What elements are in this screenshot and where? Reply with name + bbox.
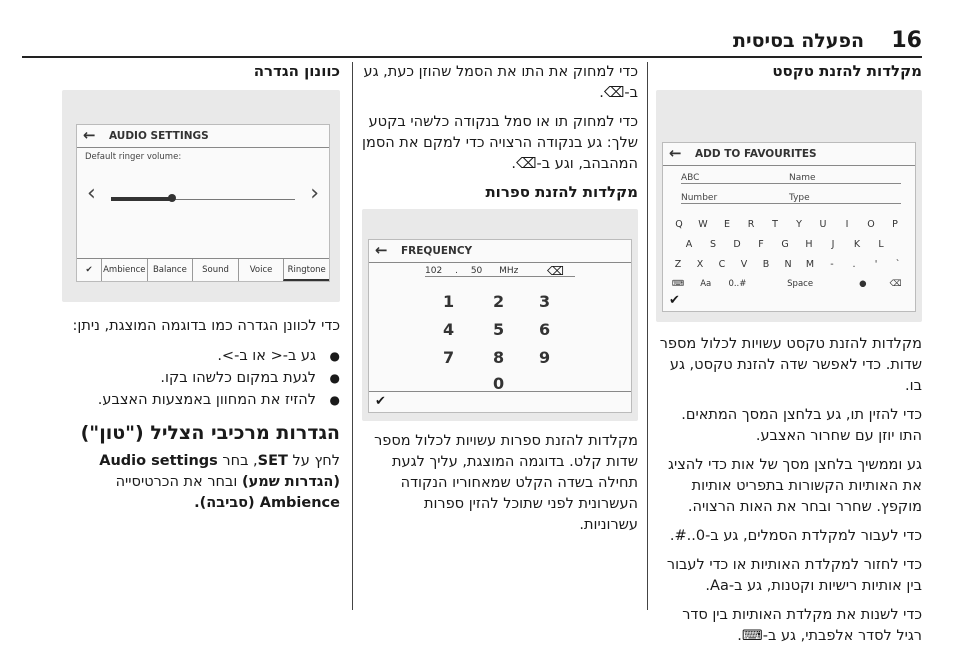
keyboard-key[interactable]: W [698, 219, 708, 230]
field-value: Type [789, 193, 810, 203]
right-column [656, 62, 922, 655]
keyboard-key[interactable]: - [830, 259, 834, 270]
text-run: , בחר [217, 453, 258, 469]
key-3[interactable]: 3 [539, 292, 551, 311]
keyboard-key[interactable]: U [819, 219, 827, 230]
field-value: Name [789, 173, 816, 183]
audio-tabs [77, 258, 329, 281]
slider-handle[interactable] [168, 194, 176, 202]
bullet-list [62, 345, 340, 411]
key-5[interactable]: 5 [493, 320, 505, 339]
check-icon[interactable]: ✔ [85, 265, 93, 275]
space-key[interactable]: Space [787, 279, 814, 289]
key-2[interactable]: 2 [493, 292, 505, 311]
screen-title-bar [369, 240, 631, 263]
text-run-bold: Ambience [259, 495, 340, 511]
paragraph: מקלדות להזנת ספרות עשויות לכלול מספר שדות קלט. בדוגמה המוצגת, עליך לגעת תחילה בשדה הקלט שמאחוריו הנקודה העשרונית לפני שתוכל להזין ספרות עשרוניות. [374, 433, 638, 533]
keyboard-key[interactable]: E [723, 219, 730, 230]
paragraph: כדי לחזור למקלדת האותיות או כדי לעבור בין אותיות רישיות וקטנות, גע ב-Aa. [666, 557, 922, 594]
keyboard-row-1 [667, 219, 911, 230]
section-title: כוונון הגדרה [253, 62, 340, 80]
case-key[interactable]: Aa [700, 279, 712, 289]
keyboard-key[interactable]: . [852, 259, 856, 270]
backspace-icon[interactable]: ⌫ [889, 279, 902, 289]
slider-fill [111, 197, 172, 201]
keyboard-key[interactable]: I [845, 219, 849, 230]
keyboard-key[interactable]: G [781, 239, 789, 250]
keyboard-key[interactable]: K [853, 239, 861, 250]
text-field-1[interactable] [681, 173, 901, 184]
keyboard-key[interactable]: V [740, 259, 748, 270]
numpad-screen [368, 239, 632, 413]
freq-decimal: 50 [470, 266, 483, 276]
keyboard-screen [662, 142, 916, 312]
screen-title: ADD TO FAVOURITES [695, 148, 817, 160]
paragraph: כדי לעבור למקלדת הסמלים, גע ב-0..#. [669, 528, 922, 544]
text-run-bold: (סביבה). [194, 495, 260, 511]
keyboard-screenshot [656, 90, 922, 322]
bullet-item: ● לגעת במקום כלשהו בקו. [62, 367, 340, 389]
decrease-chevron-icon[interactable]: ‹ [87, 181, 96, 206]
keyboard-key[interactable]: J [831, 239, 835, 250]
paragraph: מקלדות להזנת טקסט עשויות לכלול מספר שדות. כדי לאפשר שדה להזנת טקסט, גע בו. [659, 336, 922, 394]
key-4[interactable]: 4 [443, 320, 455, 339]
tab-sound[interactable]: Sound [192, 259, 238, 281]
check-icon[interactable]: ✔ [669, 293, 680, 308]
screen-title: AUDIO SETTINGS [109, 130, 209, 142]
key-7[interactable]: 7 [443, 348, 455, 367]
tab-balance[interactable]: Balance [147, 259, 193, 281]
back-arrow-icon[interactable]: ← [375, 241, 388, 259]
tab-ringtone[interactable]: Ringtone [283, 259, 329, 281]
text-run-bold: SET [257, 453, 288, 469]
screen-title-bar [663, 143, 915, 166]
freq-integer: 102 [425, 266, 443, 276]
screen-title: FREQUENCY [401, 245, 473, 257]
symbols-key[interactable]: 0..# [728, 279, 747, 289]
paragraph: גע וממשיך בלחצן מסך של אות כדי להציג את האותיות הקשורות בתפריט אותיות מוקפץ. שחרר ובחר את האות הרצויה. [667, 457, 922, 515]
column-divider [352, 62, 353, 610]
key-8[interactable]: 8 [493, 348, 505, 367]
paragraph [62, 451, 340, 514]
keyboard-key[interactable]: N [784, 259, 792, 270]
key-9[interactable]: 9 [539, 348, 551, 367]
keyboard-key[interactable]: C [718, 259, 726, 270]
keyboard-key[interactable]: P [892, 219, 898, 230]
bullet-item: ● גע ב-< או ב->. [62, 345, 340, 367]
keyboard-key[interactable]: B [762, 259, 770, 270]
freq-dot: . [455, 266, 458, 276]
key-0[interactable]: 0 [493, 374, 505, 393]
keyboard-key[interactable]: S [709, 239, 717, 250]
text-field-2[interactable] [681, 193, 901, 204]
keyboard-key[interactable]: A [685, 239, 693, 250]
paragraph: כדי לשנות את מקלדת האותיות בין סדר רגיל לסדר אלפבתי, גע ב-⌨. [682, 607, 922, 644]
keyboard-row-3 [667, 259, 911, 270]
setting-label: Default ringer volume: [85, 152, 182, 162]
keyboard-key[interactable]: X [696, 259, 704, 270]
audio-screen [76, 124, 330, 282]
paragraph: כדי למחוק תו או סמל בנקודה כלשהי בקטע שלך: גע בנקודה הרצויה כדי למקם את הסמן המהבהב, וגע ב-⌫. [362, 114, 638, 172]
keyboard-key[interactable]: R [747, 219, 755, 230]
keyboard-key[interactable]: H [805, 239, 813, 250]
backspace-icon[interactable]: ⌫ [547, 264, 564, 278]
screen-title-bar [77, 125, 329, 148]
section-title: מקלדות להזנת טקסט [772, 62, 922, 80]
keyboard-key[interactable]: O [867, 219, 875, 230]
increase-chevron-icon[interactable]: › [310, 181, 319, 206]
tab-voice[interactable]: Voice [238, 259, 284, 281]
field-label: ABC [681, 173, 700, 183]
text-run: ובחר את הכרטיסייה [115, 474, 242, 490]
tab-ambience[interactable]: Ambience [101, 259, 147, 281]
text-run-bold: Audio settings [99, 453, 218, 469]
paragraph: כדי לכוונן הגדרה כמו בדוגמה המוצגת, ניתן: [72, 318, 340, 334]
middle-column [362, 62, 638, 544]
paragraph: כדי להזין תו, גע בלחצן המסך המתאים. התו יוזן עם שחרור האצבע. [681, 407, 922, 444]
mic-icon[interactable]: ● [859, 279, 867, 289]
keyboard-key[interactable]: Q [675, 219, 683, 230]
key-6[interactable]: 6 [539, 320, 551, 339]
page-number: 16 [891, 28, 922, 53]
left-column [62, 62, 340, 522]
keyboard-key[interactable]: Z [674, 259, 682, 270]
audio-settings-screenshot [62, 90, 340, 302]
page-title: הפעלה בסיסית [733, 30, 864, 52]
text-run-bold: (הגדרות שמע) [241, 474, 340, 490]
keyboard-key[interactable]: ' [874, 259, 878, 270]
section-heading: הגדרות מרכיבי הצליל ("טון") [80, 422, 340, 444]
page-header [22, 22, 922, 58]
numpad-screenshot [362, 209, 638, 421]
keyboard-row-2 [677, 239, 911, 250]
bullet-item: ● להזיז את המחוון באמצעות האצבע. [62, 389, 340, 411]
field-label: Number [681, 193, 718, 203]
keyboard-key[interactable]: L [878, 239, 884, 250]
keyboard-key[interactable]: F [758, 239, 764, 250]
keyboard-key[interactable]: M [805, 259, 815, 270]
keyboard-toggle-icon[interactable]: ⌨ [671, 279, 685, 289]
back-arrow-icon[interactable]: ← [669, 144, 682, 162]
text-run: לחץ על [287, 453, 340, 469]
column-divider [647, 62, 648, 610]
right-paragraphs [656, 334, 922, 647]
key-1[interactable]: 1 [443, 292, 455, 311]
back-arrow-icon[interactable]: ← [83, 126, 96, 144]
keyboard-key[interactable]: T [772, 219, 778, 230]
paragraph: כדי למחוק את התו את הסמל שהוזן כעת, גע ב-⌫. [363, 64, 638, 101]
section-title: מקלדות להזנת ספרות [485, 183, 638, 201]
keyboard-row-4 [667, 279, 911, 289]
check-icon[interactable]: ✔ [375, 394, 386, 409]
keyboard-key[interactable]: Y [796, 219, 802, 230]
freq-unit: MHz [499, 266, 519, 276]
keyboard-key[interactable]: ` [895, 259, 901, 270]
screen-footer [369, 391, 631, 412]
keyboard-key[interactable]: D [733, 239, 741, 250]
